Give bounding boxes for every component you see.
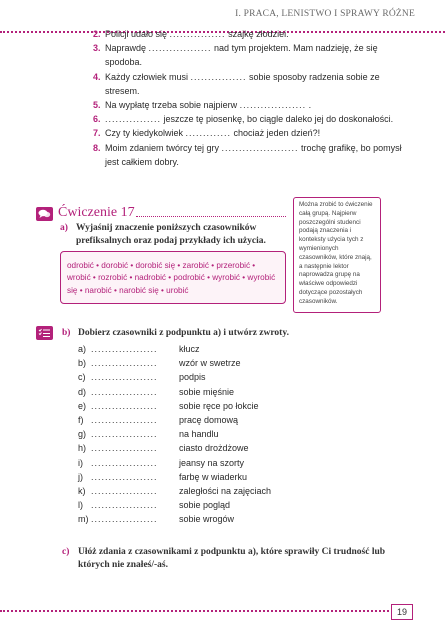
phrase-text: zaległości na zajęciach (179, 486, 272, 497)
phrase-letter: l) (78, 500, 83, 511)
phrase-letter: g) (78, 429, 87, 440)
phrase-letter: b) (78, 358, 87, 369)
phrase-row (78, 413, 271, 427)
sentence-number: 5. (93, 100, 101, 111)
phrase-list (78, 342, 271, 527)
phrase-blank: ................... (91, 386, 158, 397)
blank-leader: ................ (190, 71, 247, 82)
phrase-text: na handlu (179, 429, 219, 440)
blank-leader: ............. (185, 128, 232, 139)
task-letter: c) (62, 547, 70, 557)
sentence-item (93, 27, 415, 41)
teacher-note-text: Można zrobić to ćwiczenie całą grupą. Najpierw poszczególni studenci podają znaczenia i konteksty użycia tych z wymienionych czasowników, które znają, a następnie lektor naprowadza grupę na właściwe odpowiedzi dotyczące pozostałych czasowników. (299, 201, 373, 305)
footer-dotted-rule (0, 610, 389, 612)
sentence-number: 6. (93, 114, 101, 125)
sentence-text: sobie sposoby radzenia sobie ze stresem. (105, 71, 380, 96)
checklist-icon (36, 326, 53, 340)
phrase-blank: ................... (91, 500, 158, 511)
task-c-text: Ułóż zdania z czasownikami z podpunktu a), które sprawiły Ci trudność lub których nie znałeś/-aś. (78, 547, 386, 570)
phrase-row (78, 456, 271, 470)
sentence-text: Moim zdaniem twórcy tej gry (105, 142, 222, 153)
sentence-text: trochę grafikę, bo pomysł jest całkiem dobry. (105, 142, 402, 167)
phrase-row (78, 498, 271, 512)
phrase-blank: ................... (91, 429, 158, 440)
phrase-blank: ................... (91, 514, 158, 525)
phrase-letter: d) (78, 386, 87, 397)
phrase-text: sobie pogląd (179, 500, 231, 511)
task-b (62, 327, 378, 340)
phrase-text: sobie mięśnie (179, 386, 235, 397)
phrase-letter: k) (78, 486, 86, 497)
sentence-text: szajkę złodziei. (225, 29, 289, 39)
phrase-row (78, 370, 271, 384)
phrase-letter: c) (78, 372, 86, 383)
task-letter: b) (62, 328, 71, 338)
task-a-text: Wyjaśnij znaczenie poniższych czasowników prefiksalnych oraz podaj przykłady ich użycia. (76, 223, 266, 246)
sentence-item (93, 126, 415, 140)
page-number: 19 (391, 604, 413, 620)
phrase-row (78, 512, 271, 526)
verb-list-box (60, 251, 286, 304)
phrase-row (78, 484, 271, 498)
blank-leader: ................... (239, 100, 307, 111)
phrase-text: ciasto drożdżowe (179, 443, 249, 454)
phrase-text: farbę w wiaderku (179, 471, 248, 482)
phrase-text: wzór w swetrze (179, 358, 241, 369)
sentence-list (93, 27, 415, 169)
phrase-text: pracę domową (179, 415, 239, 426)
sentence-item (93, 98, 415, 112)
phrase-blank: ................... (91, 486, 158, 497)
sentence-text: Każdy człowiek musi (105, 71, 191, 82)
blank-leader: ................ (169, 29, 226, 39)
phrase-blank: ................... (91, 457, 158, 468)
phrase-text: podpis (179, 372, 206, 383)
sentence-item (93, 41, 415, 69)
phrase-row (78, 427, 271, 441)
sentence-number: 3. (93, 43, 101, 54)
sentence-item (93, 70, 415, 98)
sentence-text: Czy ty kiedykolwiek (105, 128, 186, 139)
sentence-number: 8. (93, 142, 101, 153)
sentence-text: jeszcze tę piosenkę, bo ciągle daleko jej do doskonałości. (161, 114, 394, 125)
phrase-letter: h) (78, 443, 87, 454)
task-letter: a) (60, 223, 68, 233)
phrase-text: sobie ręce po łokcie (179, 400, 259, 411)
chapter-header: I. PRACA, LENISTWO I SPRAWY RÓŻNE (235, 9, 415, 19)
phrase-text: jeansy na szorty (179, 457, 245, 468)
task-c (62, 546, 388, 572)
phrase-text: kłucz (179, 344, 200, 354)
sentence-text: . (306, 100, 312, 111)
phrase-row (78, 356, 271, 370)
phrase-letter: e) (78, 400, 87, 411)
phrase-blank: ................... (91, 443, 158, 454)
phrase-row (78, 470, 271, 484)
sentence-item (93, 112, 415, 126)
blank-leader: .................. (148, 43, 212, 54)
phrase-letter: a) (78, 344, 87, 354)
verb-list: odrobić • dorobić • dorobić się • zarobić • przerobić • wrobić • rozrobić • nadrobić • podrobić • wyrobić • wyrobić się • narobić • narobić się • urobić (67, 261, 276, 295)
phrase-blank: ................... (91, 400, 158, 411)
phrase-row (78, 342, 271, 356)
phrase-row (78, 385, 271, 399)
phrase-text: sobie wrogów (179, 514, 235, 525)
sentence-text: nad tym projektem. Mam nadzieję, że się spodoba. (105, 43, 378, 68)
sentence-text: Policji udało się (105, 29, 170, 39)
phrase-letter: j) (78, 471, 83, 482)
sentence-item (93, 141, 415, 169)
task-a (60, 222, 286, 248)
speech-bubbles-icon (36, 207, 53, 221)
teacher-note (293, 197, 381, 313)
phrase-letter: f) (78, 415, 84, 426)
blank-leader: ...................... (221, 142, 299, 153)
phrase-letter: m) (78, 514, 89, 525)
sentence-text: Naprawdę (105, 43, 149, 54)
phrase-blank: ................... (91, 358, 158, 369)
sentence-number: 4. (93, 71, 101, 82)
phrase-blank: ................... (91, 471, 158, 482)
phrase-blank: ................... (91, 372, 158, 383)
title-dotted-rule (136, 216, 286, 217)
sentence-number: 2. (93, 29, 101, 39)
sentence-text: Na wypłatę trzeba sobie najpierw (105, 100, 240, 111)
phrase-blank: ................... (91, 344, 158, 354)
sentence-text: chociaż jeden dzień?! (231, 128, 321, 139)
phrase-row (78, 441, 271, 455)
phrase-blank: ................... (91, 415, 158, 426)
phrase-letter: i) (78, 457, 83, 468)
phrase-row (78, 399, 271, 413)
exercise-title: Ćwiczenie 17 (58, 205, 135, 220)
sentence-number: 7. (93, 128, 101, 139)
task-b-text: Dobierz czasowniki z podpunktu a) i utwórz zwroty. (78, 328, 289, 338)
blank-leader: ................ (105, 114, 162, 125)
